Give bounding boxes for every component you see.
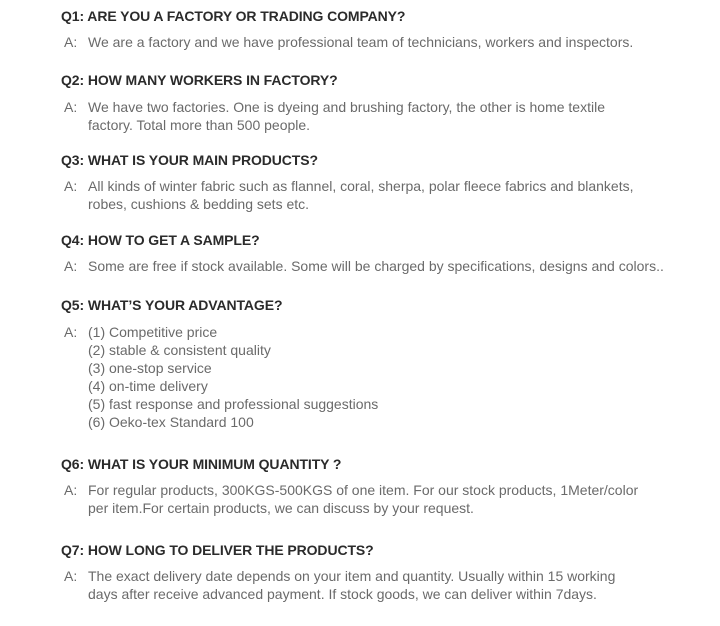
answer-line: days after receive advanced payment. If stock goods, we can deliver within 7days. <box>88 586 597 602</box>
answer-line: (3) one-stop service <box>88 360 212 376</box>
answer-line: (4) on-time delivery <box>88 378 208 394</box>
answer-line: robes, cushions & bedding sets etc. <box>88 196 310 212</box>
faq-answer-5 <box>64 323 680 431</box>
answer-line: (6) Oeko-tex Standard 100 <box>88 414 254 430</box>
answer-line: For regular products, 300KGS-500KGS of one item. For our stock products, 1Meter/color <box>88 482 639 498</box>
answer-line: The exact delivery date depends on your item and quantity. Usually within 15 working <box>88 568 616 584</box>
answer-line: (2) stable & consistent quality <box>88 342 271 358</box>
faq-question-1: Q1: ARE YOU A FACTORY OR TRADING COMPANY? <box>61 8 406 24</box>
answer-line: We are a factory and we have professional team of technicians, workers and inspectors. <box>88 34 634 50</box>
answer-prefix: A: <box>64 568 78 584</box>
answer-prefix: A: <box>64 178 78 194</box>
answer-prefix: A: <box>64 99 78 115</box>
answer-prefix: A: <box>64 258 78 274</box>
answer-line: All kinds of winter fabric such as flannel, coral, sherpa, polar fleece fabrics and blankets, <box>88 178 634 194</box>
faq-answer-2 <box>64 98 680 134</box>
faq-question-6: Q6: WHAT IS YOUR MINIMUM QUANTITY ? <box>61 456 342 472</box>
answer-line: (1) Competitive price <box>88 324 218 340</box>
faq-answer-4 <box>64 257 680 275</box>
faq-answer-6 <box>64 481 680 517</box>
answer-prefix: A: <box>64 34 78 50</box>
faq-answer-3 <box>64 177 680 213</box>
answer-line: (5) fast response and professional suggestions <box>88 396 379 412</box>
answer-line: per item.For certain products, we can discuss by your request. <box>88 500 474 516</box>
answer-prefix: A: <box>64 482 78 498</box>
faq-question-5: Q5: WHAT’S YOUR ADVANTAGE? <box>61 297 283 313</box>
faq-question-3: Q3: WHAT IS YOUR MAIN PRODUCTS? <box>61 152 318 168</box>
answer-line: factory. Total more than 500 people. <box>88 117 311 133</box>
faq-question-7: Q7: HOW LONG TO DELIVER THE PRODUCTS? <box>61 542 374 558</box>
faq-answer-1 <box>64 33 680 51</box>
faq-question-2: Q2: HOW MANY WORKERS IN FACTORY? <box>61 72 338 88</box>
faq-question-4: Q4: HOW TO GET A SAMPLE? <box>61 232 260 248</box>
answer-line: Some are free if stock available. Some will be charged by specifications, designs and colors.. <box>88 258 664 274</box>
answer-line: We have two factories. One is dyeing and brushing factory, the other is home textile <box>88 99 605 115</box>
faq-answer-7 <box>64 567 680 603</box>
answer-prefix: A: <box>64 324 78 340</box>
